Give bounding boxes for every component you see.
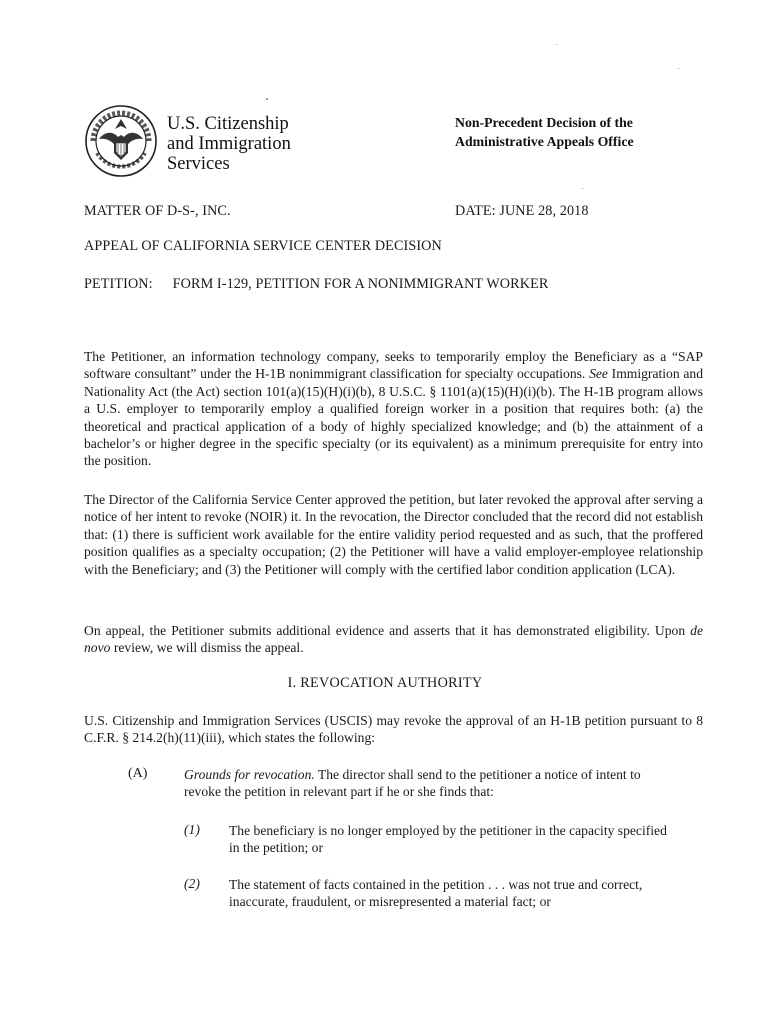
subitem-1-text: The beneficiary is no longer employed by the petitioner in the capacity specified in the petition; or	[229, 823, 667, 856]
decision-date: DATE: JUNE 28, 2018	[455, 203, 589, 219]
dhs-seal-icon	[85, 105, 157, 177]
paragraph-1-text-a: The Petitioner, an information technology company, seeks to temporarily employ the Beneficiary as a “SAP software consultant” under the H-1B nonimmigrant classification for specialty occupations.	[84, 349, 703, 382]
decision-line-2: Administrative Appeals Office	[455, 134, 634, 149]
scan-speck	[556, 44, 557, 45]
grounds-heading: Grounds for revocation.	[184, 767, 315, 782]
de-novo-term: de novo	[84, 623, 703, 656]
decision-type	[455, 113, 634, 151]
petition-value: FORM I-129, PETITION FOR A NONIMMIGRANT WORKER	[172, 276, 549, 292]
paragraph-3-text-b: review, we will dismiss the appeal.	[110, 640, 304, 656]
paragraph-1	[84, 348, 703, 470]
item-a-body: The director shall send to the petitioner a notice of intent to revoke the petition in relevant part if he or she finds that:	[184, 767, 641, 800]
scan-speck	[266, 98, 268, 100]
matter-title: MATTER OF D-S-, INC.	[84, 203, 231, 219]
item-a-label: (A)	[128, 766, 148, 781]
scan-speck	[678, 68, 679, 69]
scan-speck	[582, 188, 583, 189]
agency-line-1: U.S. Citizenship	[167, 114, 289, 134]
subitem-1-number: (1)	[184, 822, 200, 837]
subitem-2-text: The statement of facts contained in the petition . . . was not true and correct, inaccurate, fraudulent, or misrepresented a material fact; or	[229, 877, 643, 910]
section-heading: I. REVOCATION AUTHORITY	[287, 675, 483, 691]
subitem-2-number: (2)	[184, 876, 200, 891]
agency-line-2: and Immigration	[167, 134, 291, 154]
appeal-line: APPEAL OF CALIFORNIA SERVICE CENTER DECISION	[84, 238, 442, 254]
decision-line-1: Non-Precedent Decision of the	[455, 115, 633, 130]
see-signal: See	[589, 366, 608, 382]
petition-label: PETITION:	[84, 276, 153, 292]
paragraph-2: The Director of the California Service Center approved the petition, but later revoked the approval after serving a notice of her intent to revoke (NOIR) it. In the revocation, the Director concluded that the record did not establish that: (1) there is sufficient work available for the entire validity period requested and as such, that the proffered position qualifies as a specialty occupation; (2) the Petitioner will have a valid employer-employee relationship with the Beneficiary; and (3) the Petitioner will comply with the certified labor condition application (LCA).	[84, 492, 703, 577]
agency-line-3: Services	[167, 154, 230, 174]
paragraph-3	[84, 622, 703, 657]
agency-name	[167, 114, 291, 174]
petition-line	[84, 276, 548, 293]
paragraph-1-text-b: Immigration and Nationality Act (the Act) section 101(a)(15)(H)(i)(b), 8 U.S.C. § 1101(a)(15)(H)(i)(b). The H-1B program allows a U.S. employer to temporarily employ a qualified foreign worker in a position that requires both: (a) the theoretical and practical application of a body of highly specialized knowledge; and (b) the attainment of a bachelor’s or higher degree in the specific specialty (or its equivalent) as a minimum prerequisite for entry into the position.	[84, 366, 703, 469]
item-a-text	[184, 766, 664, 801]
paragraph-3-text-a: On appeal, the Petitioner submits additional evidence and asserts that it has demonstrated eligibility. Upon	[84, 623, 691, 638]
paragraph-4: U.S. Citizenship and Immigration Services (USCIS) may revoke the approval of an H-1B petition pursuant to 8 C.F.R. § 214.2(h)(11)(iii), which states the following:	[84, 713, 703, 746]
